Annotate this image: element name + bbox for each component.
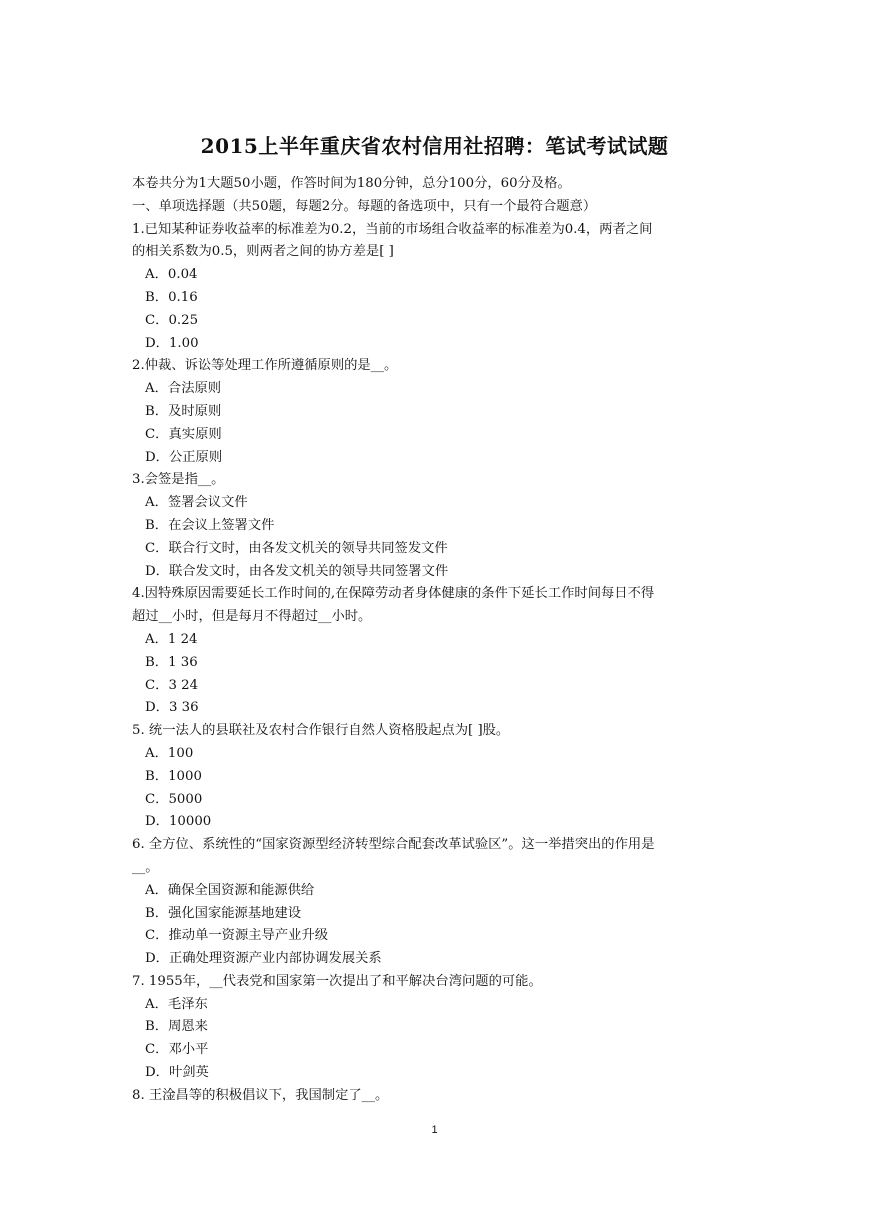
- answer-option: B．0.16: [145, 289, 198, 305]
- answer-option: A．0.04: [145, 267, 198, 283]
- answer-option: C．真实原则: [145, 426, 222, 442]
- question-block: [132, 720, 742, 834]
- answer-option: A．合法原则: [145, 381, 222, 397]
- question-block: [132, 834, 742, 971]
- question-stem: 3.会签是指__。: [132, 472, 225, 488]
- page-title: 2015上半年重庆省农村信用社招聘：笔试考试试题: [200, 134, 669, 158]
- answer-option: C．推动单一资源主导产业升级: [145, 928, 329, 944]
- page-number: 1: [431, 1124, 438, 1136]
- question-block: [132, 355, 742, 469]
- answer-option: D．联合发文时，由各发文机关的领导共同签署文件: [145, 563, 449, 579]
- answer-option: B．周恩来: [145, 1019, 208, 1035]
- question-stem: 4.因特殊原因需要延长工作时间的,在保障劳动者身体健康的条件下延长工作时间每日不得: [132, 586, 655, 602]
- answer-option: D．公正原则: [145, 449, 223, 465]
- question-block: [132, 583, 742, 720]
- question-stem: 7. 1955年，__代表党和国家第一次提出了和平解决台湾问题的可能。: [132, 973, 542, 989]
- question-block: [132, 1085, 742, 1108]
- question-block: [132, 469, 742, 583]
- question-stem: 2.仲裁、诉讼等处理工作所遵循原则的是__。: [132, 358, 398, 374]
- answer-option: D．10000: [145, 814, 212, 830]
- answer-option: A．签署会议文件: [145, 495, 248, 511]
- question-stem: 超过__小时，但是每月不得超过__小时。: [132, 609, 372, 625]
- answer-option: A．100: [145, 745, 194, 761]
- answer-option: B．强化国家能源基地建设: [145, 905, 302, 921]
- answer-option: D．正确处理资源产业内部协调发展关系: [145, 951, 382, 967]
- answer-option: A．毛泽东: [145, 996, 208, 1012]
- answer-option: B．1 36: [145, 654, 198, 670]
- answer-option: C．5000: [145, 791, 203, 807]
- section-heading: 一、单项选择题（共50题，每题2分。每题的备选项中，只有一个最符合题意）: [132, 198, 597, 214]
- document-body: [132, 173, 742, 1108]
- answer-option: C．联合行文时，由各发文机关的领导共同签发文件: [145, 540, 448, 556]
- answer-option: C．0.25: [145, 312, 199, 328]
- question-stem: 的相关系数为0.5，则两者之间的协方差是[ ]: [132, 244, 394, 260]
- answer-option: D．3 36: [145, 700, 199, 716]
- intro-text: 本卷共分为1大题50小题，作答时间为180分钟，总分100分，60分及格。: [132, 176, 571, 191]
- question-block: [132, 219, 742, 356]
- answer-option: B．1000: [145, 768, 202, 784]
- answer-option: D．叶剑英: [145, 1065, 209, 1081]
- answer-option: D．1.00: [145, 335, 199, 351]
- question-stem: 8. 王淦昌等的积极倡议下，我国制定了__。: [132, 1087, 389, 1103]
- question-list: [132, 219, 742, 1108]
- question-stem: __。: [132, 859, 159, 875]
- question-stem: 1.已知某种证券收益率的标准差为0.2，当前的市场组合收益率的标准差为0.4，两者之间: [132, 221, 653, 237]
- answer-option: B．在会议上签署文件: [145, 517, 275, 533]
- answer-option: C．3 24: [145, 677, 199, 693]
- answer-option: A．确保全国资源和能源供给: [145, 882, 315, 898]
- question-stem: 5. 统一法人的县联社及农村合作银行自然人资格股起点为[ ]股。: [132, 723, 510, 739]
- answer-option: A．1 24: [145, 631, 198, 647]
- answer-option: C．邓小平: [145, 1042, 209, 1058]
- answer-option: B．及时原则: [145, 403, 222, 419]
- question-block: [132, 971, 742, 1085]
- question-stem: 6. 全方位、系统性的“国家资源型经济转型综合配套改革试验区”。这一举措突出的作用是: [132, 837, 655, 853]
